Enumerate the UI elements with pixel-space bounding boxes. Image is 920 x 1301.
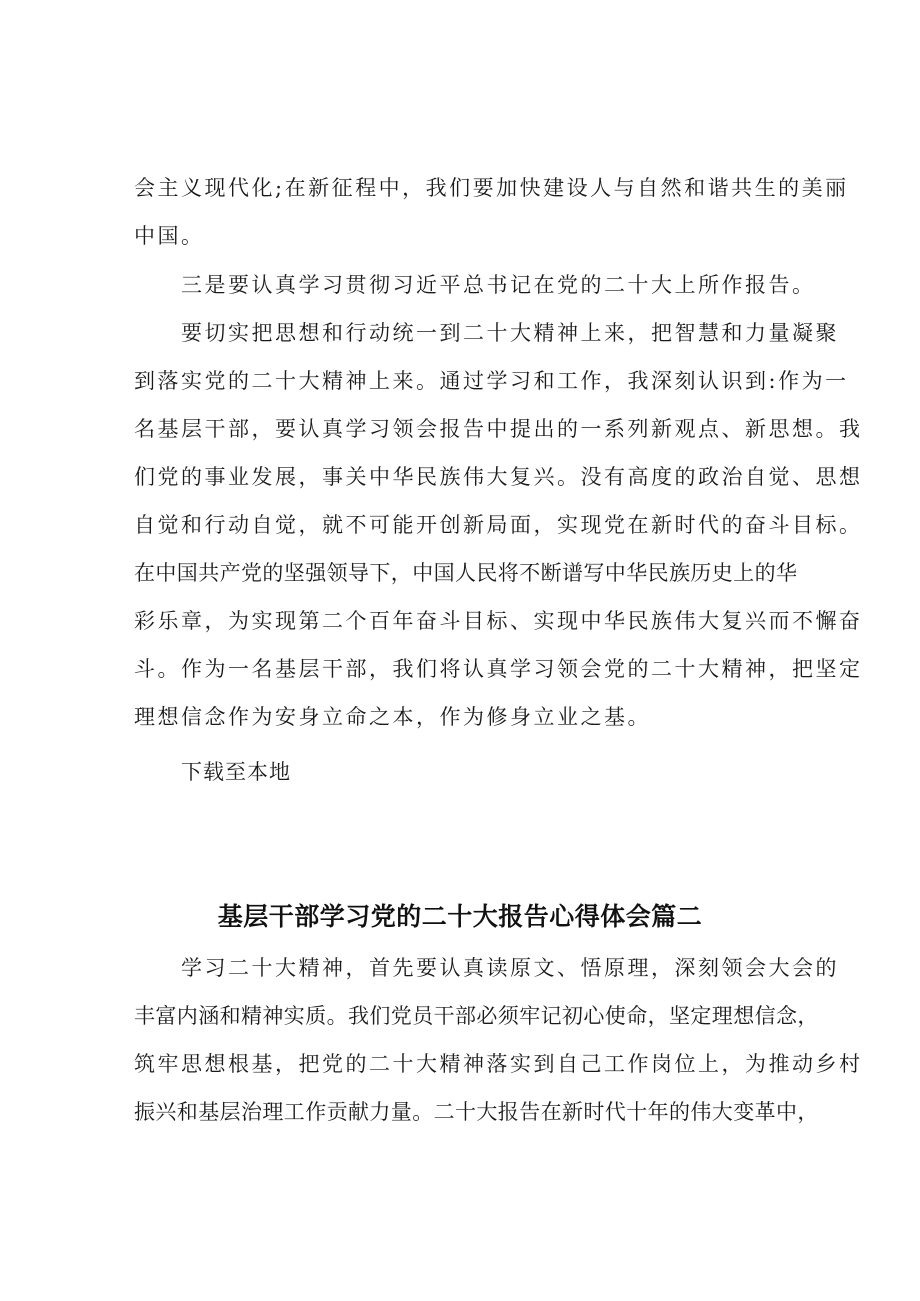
paragraph-line: 筑牢思想根基，把党的二十大精神落实到自己工作岗位上，为推动乡村 xyxy=(134,1052,863,1076)
paragraph-line: 中国。 xyxy=(134,224,205,248)
paragraph-line: 们党的事业发展，事关中华民族伟大复兴。没有高度的政治自觉、思想 xyxy=(134,465,863,489)
paragraph-line: 在中国共产党的坚强领导下，中国人民将不断谱写中华民族历史上的华 xyxy=(134,561,798,585)
paragraph-line: 斗。作为一名基层干部，我们将认真学习领会党的二十大精神，把坚定 xyxy=(134,657,863,681)
download-link[interactable]: 下载至本地 xyxy=(181,760,291,784)
paragraph-line: 学习二十大精神，首先要认真读原文、悟原理，深刻领会大会的 xyxy=(181,956,839,980)
paragraph-line: 自觉和行动自觉，就不可能开创新局面，实现党在新时代的奋斗目标。 xyxy=(134,513,863,537)
paragraph-line: 要切实把思想和行动统一到二十大精神上来，把智慧和力量凝聚 xyxy=(181,321,839,345)
paragraph-line: 理想信念作为安身立命之本，作为修身立业之基。 xyxy=(134,705,651,729)
paragraph-line: 会主义现代化;在新征程中，我们要加快建设人与自然和谐共生的美丽 xyxy=(134,176,849,200)
paragraph-line: 彩乐章，为实现第二个百年奋斗目标、实现中华民族伟大复兴而不懈奋 xyxy=(134,609,863,633)
paragraph-line: 振兴和基层治理工作贡献力量。二十大报告在新时代十年的伟大变革中， xyxy=(134,1100,819,1124)
paragraph-line: 丰富内涵和精神实质。我们党员干部必须牢记初心使命，坚定理想信念， xyxy=(134,1004,819,1028)
paragraph-line: 到落实党的二十大精神上来。通过学习和工作，我深刻认识到:作为一 xyxy=(134,369,849,393)
paragraph-line: 名基层干部，要认真学习领会报告中提出的一系列新观点、新思想。我 xyxy=(134,417,863,441)
section-title: 基层干部学习党的二十大报告心得体会篇二 xyxy=(217,902,703,931)
paragraph-line: 三是要认真学习贯彻习近平总书记在党的二十大上所作报告。 xyxy=(181,273,816,297)
